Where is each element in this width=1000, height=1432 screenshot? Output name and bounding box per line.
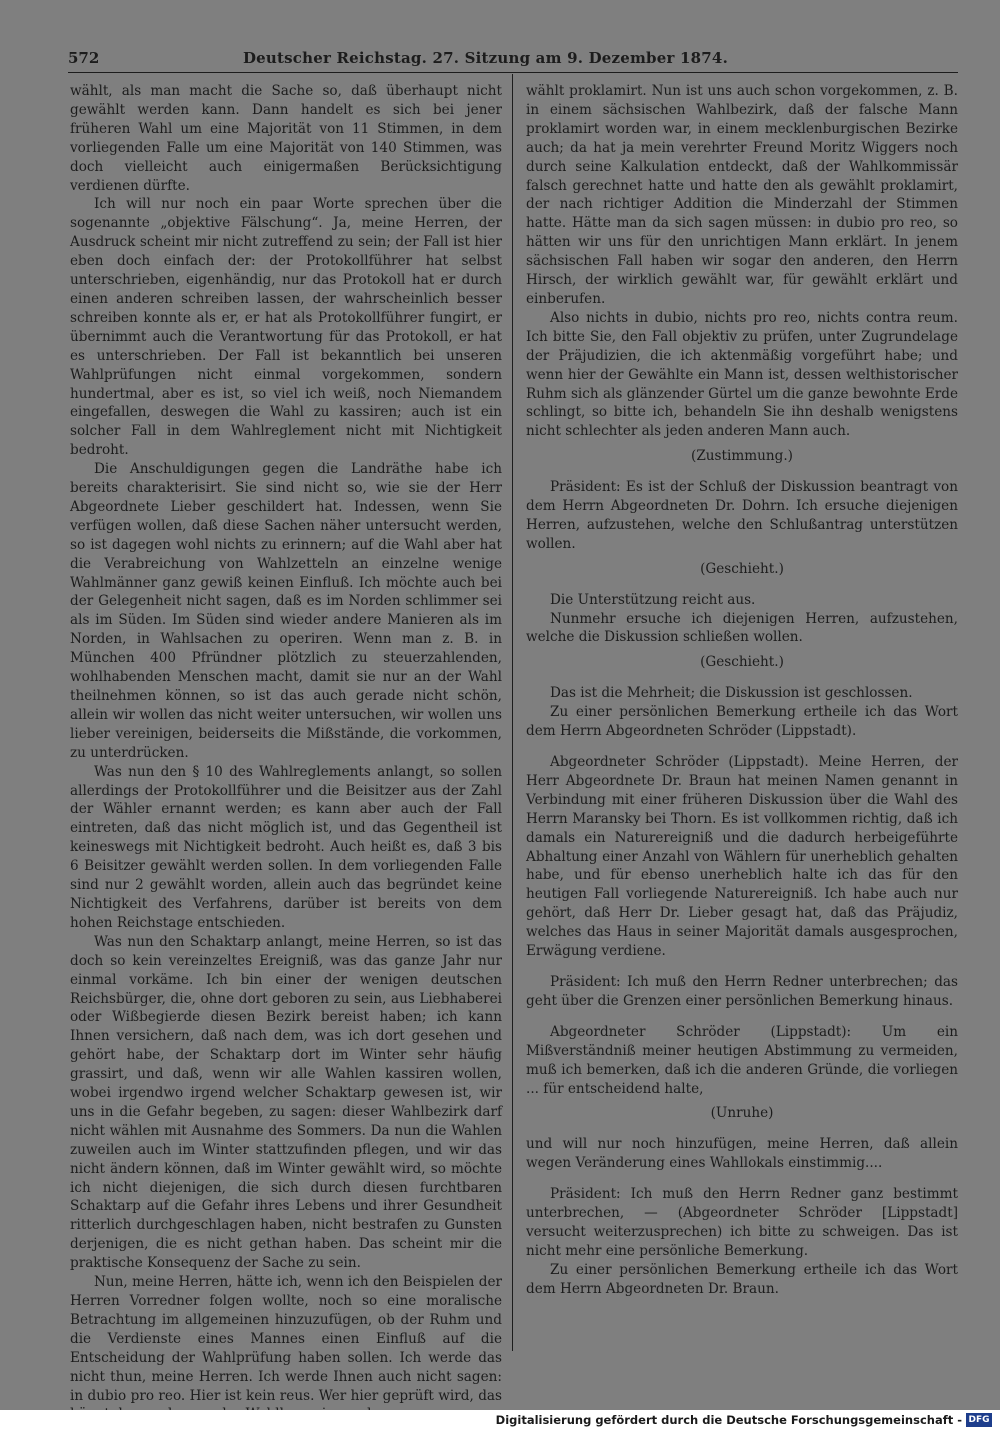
interjection: (Geschieht.) [700,560,784,577]
paragraph: wählt, als man macht die Sache so, daß überhaupt nicht gewählt werden kann. Dann handelt es sich bei jener früheren Wahl um eine Majorität von 11 Stimmen, in dem vorliegenden Falle um eine Majorität von 140 Stimmen, was doch vielleicht auch einigermaßen Berücksichtigung verdienen dürfte. [70,83,502,194]
paragraph: Präsident: Ich muß den Herrn Redner unterbrechen; das geht über die Grenzen einer persönlichen Bemerkung hinaus. [526,973,958,1009]
paragraph: Zu einer persönlichen Bemerkung ertheile ich das Wort dem Herrn Abgeordneten Schröder (Lippstadt). [526,704,958,740]
footer-credit: Digitalisierung gefördert durch die Deutsche Forschungsgemeinschaft - [495,1413,962,1427]
paragraph: Präsident: Es ist der Schluß der Diskussion beantragt von dem Herrn Abgeordneten Dr. Dohrn. Ich ersuche diejenigen Herren, aufzustehen, welche den Schlußantrag unterstützen wollen. [526,479,958,552]
left-column [70,82,502,1404]
paragraph: Die Anschuldigungen gegen die Landräthe habe ich bereits charakterisirt. Sie sind nicht so, wie sie der Herr Abgeordnete Lieber geschildert hat. Indessen, wenn Sie verfügen wollen, daß diese Sachen näher untersucht werden, so ist dagegen wohl nichts zu erinnern; auf die Wahl aber hat die Verabreichung von Wahlzetteln an einzelne wenige Wahlmänner ganz gewiß keinen Einfluß. Ich möchte auch bei der Gelegenheit nicht sagen, daß es im Norden schlimmer sei als im Süden. Im Süden sind wieder andere Manieren als im Norden, in Wahlsachen zu operiren. Wenn man z. B. in München 400 Pfründner plötzlich zu steuerzahlenden, wohlhabenden Menschen macht, damit sie nur an der Wahl theilnehmen können, so ist das auch gerade nicht schön, allein wir wollen das nicht weiter untersuchen, wir wollen uns lieber vereinigen, beiderseits die Mißstände, die vorkommen, zu unterdrücken. [70,461,502,761]
paragraph: Nun, meine Herren, hätte ich, wenn ich den Beispielen der Herren Vorredner folgen wollte, noch so eine moralische Betrachtung im allgemeinen hinzuzufügen, ob der Ruhm und die Verdienste eines Mannes einen Einfluß auf die Entscheidung der Wahlprüfung haben sollen. Ich werde das nicht thun, meine Herren. Ich werde Ihnen auch nicht sagen: in dubio pro reo. Hier ist kein reus. Wer hier geprüft wird, das [70,1274,502,1404]
paragraph: Zu einer persönlichen Bemerkung ertheile ich das Wort dem Herrn Abgeordneten Dr. Braun. [526,1261,958,1297]
interjection: (Unruhe) [710,1105,774,1122]
dfg-logo: DFG [966,1413,992,1427]
right-column [526,82,958,1352]
interjection: (Zustimmung.) [691,448,793,465]
paragraph: Das ist die Mehrheit; die Diskussion ist geschlossen. [550,685,913,702]
paragraph: Abgeordneter Schröder (Lippstadt): Um ein Mißverständniß meiner heutigen Abstimmung zu vermeiden, muß ich bemerken, daß ich die anderen Gründe, die vorliegen ... für entscheidend halte, [526,1023,958,1097]
paragraph: Also nichts in dubio, nichts pro reo, nichts contra reum. Ich bitte Sie, den Fall objektiv zu prüfen, unter Zugrundelage der Präjudizien, die ich aktenmäßig vorgeführt habe; und wenn hier der Gewählte ein Mann ist, dessen welthistorischer Ruhm sich als glänzender Gürtel um die ganze bewohnte Erde schlingt, so bitte ich, behandeln Sie ihn deshalb wenigstens nicht schlechter als jeden anderen Mann auch. [526,309,958,440]
footer-bar [0,1410,1000,1432]
paragraph: Präsident: Ich muß den Herrn Redner ganz bestimmt unterbrechen, — (Abgeordneter Schröder [Lippstadt] versucht weiterzusprechen) ich bitte zu schweigen. Das ist nicht mehr eine persönliche Bemerkung. [526,1186,958,1259]
column-divider [512,74,513,1351]
paragraph: Nunmehr ersuche ich diejenigen Herren, aufzustehen, welche die Diskussion schließen wollen. [526,610,958,646]
paragraph: Was nun den Schaktarp anlangt, meine Herren, so ist das doch so kein vereinzeltes Ereigniß, was das ganze Jahr nur einmal vorkäme. Ich bin einer der wenigen deutschen Reichsbürger, die, ohne dort geboren zu sein, aus Liebhaberei oder Wißbegierde diesen Bezirk bereist haben; ich kann Ihnen versichern, daß nach dem, was ich dort gesehen und gehört habe, der Schaktarp dort im Winter sehr häufig grassirt, und daß, wenn wir alle Wahlen kassiren wollen, wobei irgendwo irgend welcher Schaktarp gewesen ist, wir uns in die Gefahr begeben, zu sagen: dieser Wahlbezirk darf nicht wählen mit Ausnahme des Sommers. Da nun die Wahlen zuweilen auch im Winter stattzufinden pflegen, und wir das nicht ändern können, daß im Winter gewählt wird, so möchte ich nicht diejenigen, die sich durch diesen furchtbaren Schaktarp auf die Gefahr ihres Lebens und ihrer Gesundheit ritterlich durchgeschlagen haben, nicht bestrafen zu Gunsten derjenigen, die es nicht gethan haben. Das scheint mir die praktische Konsequenz der Sache zu sein. [70,933,502,1272]
paragraph: wählt proklamirt. Nun ist uns auch schon vorgekommen, z. B. in einem sächsischen Wahlbezirk, daß der falsche Mann proklamirt worden war, in einem mecklenburgischen Bezirke auch; da hat ja mein verehrter Freund Moritz Wiggers noch durch seine Kalkulation entdeckt, daß der Wahlkommissär falsch gerechnet hatte und hatte den als gewählt proklamirt, der nach richtiger Addition die Minderzahl der Stimmen hatte. Hätte man da sich sagen müssen: in dubio pro reo, so hätten wir uns für den unrichtigen Mann erklärt. In jenem sächsischen Fall haben wir sogar den anderen, den Herrn Hirsch, der wirklich gewählt war, für gewählt erklärt und einberufen. [526,83,958,307]
paragraph: Ich will nur noch ein paar Worte sprechen über die sogenannte „objektive Fälschung“. Ja, meine Herren, der Ausdruck scheint mir nicht zutreffend zu sein; der Fall ist hier eben doch einfach der: der Protokollführer hat selbst unterschrieben, eigenhändig, nur das Protokoll hat er durch einen anderen schreiben lassen, der wahrscheinlich besser schreiben konnte als er, er hat als Protokollführer fungirt, er übernimmt auch die Verantwortung für das Protokoll, er hat es unterschrieben. Der Fall ist bekanntlich bei unseren Wahlprüfungen nicht einmal vorgekommen, sondern hundertmal, aber es ist, so viel ich weiß, noch Niemandem eingefallen, deswegen die Wahl zu kassiren; auch ist ein solcher Fall in dem Wahlreglement nicht mit Nichtigkeit bedroht. [70,196,502,459]
paragraph: Die Unterstützung reicht aus. [550,591,756,608]
running-head: Deutscher Reichstag. 27. Sitzung am 9. Dezember 1874. [242,49,728,67]
paragraph: und will nur noch hinzufügen, meine Herren, daß allein wegen Veränderung eines Wahllokals einstimmig.... [526,1136,958,1172]
paragraph: Was nun den § 10 des Wahlreglements anlangt, so sollen allerdings der Protokollführer und die Beisitzer aus der Zahl der Wähler ernannt werden; es kann aber auch der Fall eintreten, daß das nicht möglich ist, und das Gegentheil ist keineswegs mit Nichtigkeit bedroht. Auch heißt es, daß 3 bis 6 Beisitzer gewählt werden sollen. In dem vorliegenden Falle sind nur 2 gewählt worden, allein auch das begründet keine Nichtigkeit des Verfahrens, darüber ist bereits von dem hohen Reichstage entschieden. [70,763,502,931]
header-rule [68,72,958,73]
page-number: 572 [68,49,100,67]
page-header [68,47,958,73]
interjection: (Geschieht.) [700,654,784,671]
paragraph: Abgeordneter Schröder (Lippstadt). Meine Herren, der Herr Abgeordnete Dr. Braun hat meinen Namen genannt in Verbindung mit einer früheren Diskussion über die Wahl des Herrn Maransky bei Thorn. Es ist vollkommen richtig, daß ich damals ein Naturereigniß und die dadurch herbeigeführte Abhaltung einer Anzahl von Wählern für unerheblich gehalten habe, und für ebenso unerheblich halte ich das für den heutigen Fall vorliegende Naturereigniß. Ich habe auch nur gehört, daß Herr Dr. Lieber gesagt hat, daß das Präjudiz, welches das Haus in seiner Majorität damals ausgesprochen, Erwägung verdiene. [526,754,958,960]
